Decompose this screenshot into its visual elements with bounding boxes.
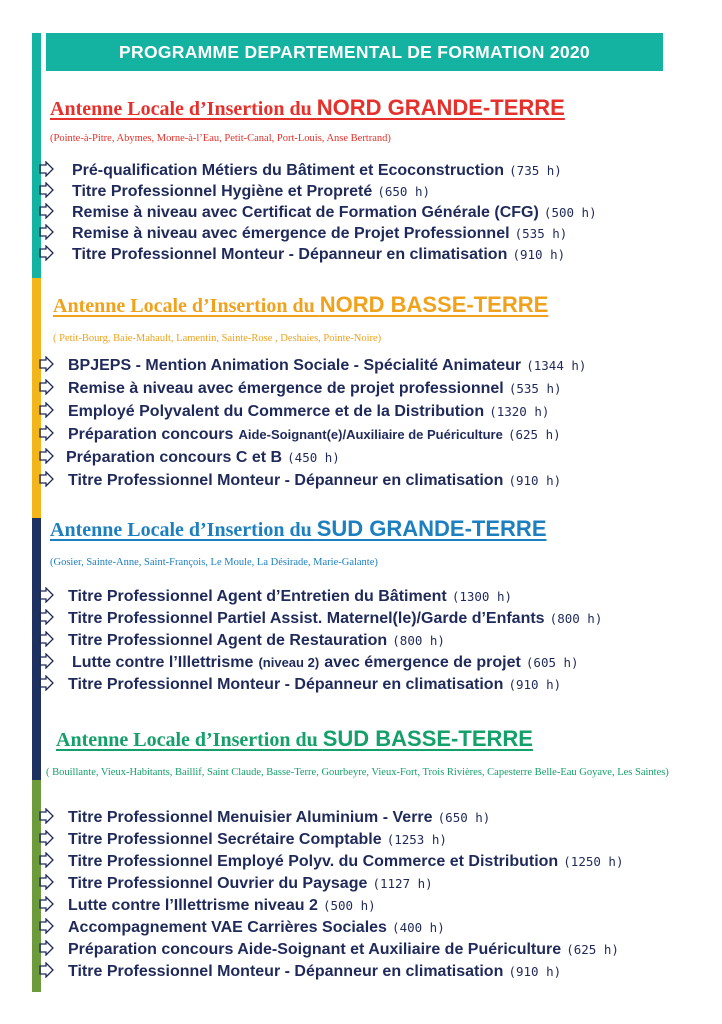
item-title: Titre Professionnel Menuisier Aluminium - Verre — [68, 809, 433, 826]
heading-prefix: Antenne Locale d’Insertion du — [53, 295, 320, 317]
arrow-icon — [38, 653, 54, 669]
item-title: Préparation concours — [68, 426, 234, 443]
heading-prefix: Antenne Locale d’Insertion du — [50, 98, 317, 120]
page-title: PROGRAMME DEPARTEMENTAL DE FORMATION 2020 — [46, 33, 663, 71]
item-hours: (1253 h) — [386, 832, 447, 847]
item-hours: (605 h) — [525, 655, 579, 670]
section-towns: ( Petit-Bourg, Baie-Mahault, Lamentin, Sainte-Rose , Deshaies, Pointe-Noire) — [53, 333, 382, 344]
arrow-icon — [38, 852, 54, 868]
item-title: Titre Professionnel Partiel Assist. Maternel(le)/Garde d’Enfants — [68, 610, 545, 627]
heading-region: NORD GRANDE-TERRE — [316, 95, 565, 120]
heading-region: SUD BASSE-TERRE — [322, 726, 533, 751]
arrow-icon — [38, 471, 54, 487]
item-title: Titre Professionnel Monteur - Dépanneur en climatisation — [68, 472, 504, 489]
item-hours: (800 h) — [549, 611, 603, 626]
item-hours: (1300 h) — [451, 589, 513, 604]
arrow-icon — [38, 203, 54, 219]
item-title: Préparation concours C et B — [66, 449, 283, 466]
item-title: Accompagnement VAE Carrières Sociales — [68, 919, 387, 936]
item-title: BPJEPS - Mention Animation Sociale - Spécialité Animateur — [68, 357, 522, 374]
arrow-icon — [38, 587, 54, 603]
item-title: Titre Professionnel Employé Polyv. du Commerce et Distribution — [68, 853, 559, 870]
arrow-icon — [38, 182, 54, 198]
item-title: Titre Professionnel Agent d’Entretien du Bâtiment — [68, 588, 447, 605]
item-hours: (735 h) — [509, 163, 562, 178]
item-title: Lutte contre l’Illettrisme — [72, 654, 254, 671]
item-hours: (650 h) — [437, 810, 491, 825]
item-hours: (1250 h) — [563, 854, 624, 869]
section-heading-nord-basse-terre — [53, 292, 548, 318]
arrow-icon — [38, 830, 54, 846]
item-title: Titre Professionnel Monteur - Dépanneur en climatisation — [68, 963, 504, 980]
section-heading-sud-basse-terre — [56, 726, 533, 752]
item-hours: (910 h) — [508, 677, 562, 692]
arrow-icon — [38, 808, 54, 824]
item-hours: (1127 h) — [372, 876, 433, 891]
heading-prefix: Antenne Locale d’Insertion du — [56, 729, 323, 751]
item-title: Titre Professionnel Secrétaire Comptable — [68, 831, 382, 848]
item-hours: (910 h) — [508, 964, 562, 979]
arrow-icon — [38, 379, 54, 395]
item-hours: (625 h) — [566, 942, 619, 957]
item-hours: (500 h) — [543, 205, 597, 220]
section-heading-sud-grande-terre — [50, 516, 547, 542]
arrow-icon — [38, 609, 54, 625]
section-towns: ( Bouillante, Vieux-Habitants, Baillif, Saint Claude, Basse-Terre, Gourbeyre, Vieux-Fort, Trois Rivières, Capesterre Belle-Eau Goyave, Les Saintes) — [46, 767, 669, 778]
section-towns: (Pointe-à-Pitre, Abymes, Morne-à-l’Eau, Petit-Canal, Port-Louis, Anse Bertrand) — [50, 133, 391, 144]
heading-region: SUD GRANDE-TERRE — [316, 516, 547, 541]
arrow-icon — [38, 896, 54, 912]
arrow-icon — [38, 874, 54, 890]
item-title: Remise à niveau avec Certificat de Formation Générale (CFG) — [72, 204, 539, 221]
item-hours: (1344 h) — [526, 358, 587, 373]
item-title-small: (niveau 2) — [258, 655, 320, 670]
arrow-icon — [38, 940, 54, 956]
item-hours: (400 h) — [392, 920, 445, 935]
item-title: Préparation concours Aide-Soignant et Auxiliaire de Puériculture — [68, 941, 562, 958]
heading-region: NORD BASSE-TERRE — [319, 292, 549, 317]
item-hours: (800 h) — [392, 633, 445, 648]
arrow-icon — [38, 962, 54, 978]
item-title: Remise à niveau avec émergence de projet professionnel — [68, 380, 504, 397]
arrow-icon — [38, 356, 54, 372]
heading-prefix: Antenne Locale d’Insertion du — [50, 519, 317, 541]
item-hours: (625 h) — [507, 427, 561, 442]
section-towns: (Gosier, Sainte-Anne, Saint-François, Le Moule, La Désirade, Marie-Galante) — [50, 557, 378, 568]
arrow-icon — [38, 918, 54, 934]
item-title: Employé Polyvalent du Commerce et de la Distribution — [68, 403, 485, 420]
item-hours: (650 h) — [377, 184, 431, 199]
item-hours: (535 h) — [514, 226, 568, 241]
stripe-teal — [32, 33, 41, 278]
item-title: Pré-qualification Métiers du Bâtiment et Ecoconstruction — [72, 162, 505, 179]
item-hours: (1320 h) — [489, 404, 550, 419]
item-hours: (535 h) — [508, 381, 562, 396]
arrow-icon — [38, 448, 54, 464]
item-hours: (910 h) — [512, 247, 566, 262]
item-hours: (500 h) — [322, 898, 376, 913]
arrow-icon — [38, 425, 54, 441]
item-title: Titre Professionnel Agent de Restauration — [68, 632, 388, 649]
stripe-navy — [32, 518, 41, 780]
arrow-icon — [38, 161, 54, 177]
arrow-icon — [38, 675, 54, 691]
item-title: Titre Professionnel Monteur - Dépanneur en climatisation — [68, 676, 504, 693]
item-title: Lutte contre l’Illettrisme niveau 2 — [68, 897, 318, 914]
item-title: Titre Professionnel Monteur - Dépanneur en climatisation — [72, 246, 508, 263]
arrow-icon — [38, 224, 54, 240]
item-hours: (450 h) — [287, 450, 340, 465]
arrow-icon — [38, 245, 54, 261]
item-title: Titre Professionnel Hygiène et Propreté — [72, 183, 373, 200]
section-heading-nord-grande-terre — [50, 95, 565, 121]
arrow-icon — [38, 402, 54, 418]
item-title-after: avec émergence de projet — [324, 654, 521, 671]
arrow-icon — [38, 631, 54, 647]
item-title: Remise à niveau avec émergence de Projet Professionnel — [72, 225, 510, 242]
item-hours: (910 h) — [508, 473, 562, 488]
item-title-small: Aide-Soignant(e)/Auxiliaire de Puériculture — [238, 427, 503, 442]
item-title: Titre Professionnel Ouvrier du Paysage — [68, 875, 368, 892]
